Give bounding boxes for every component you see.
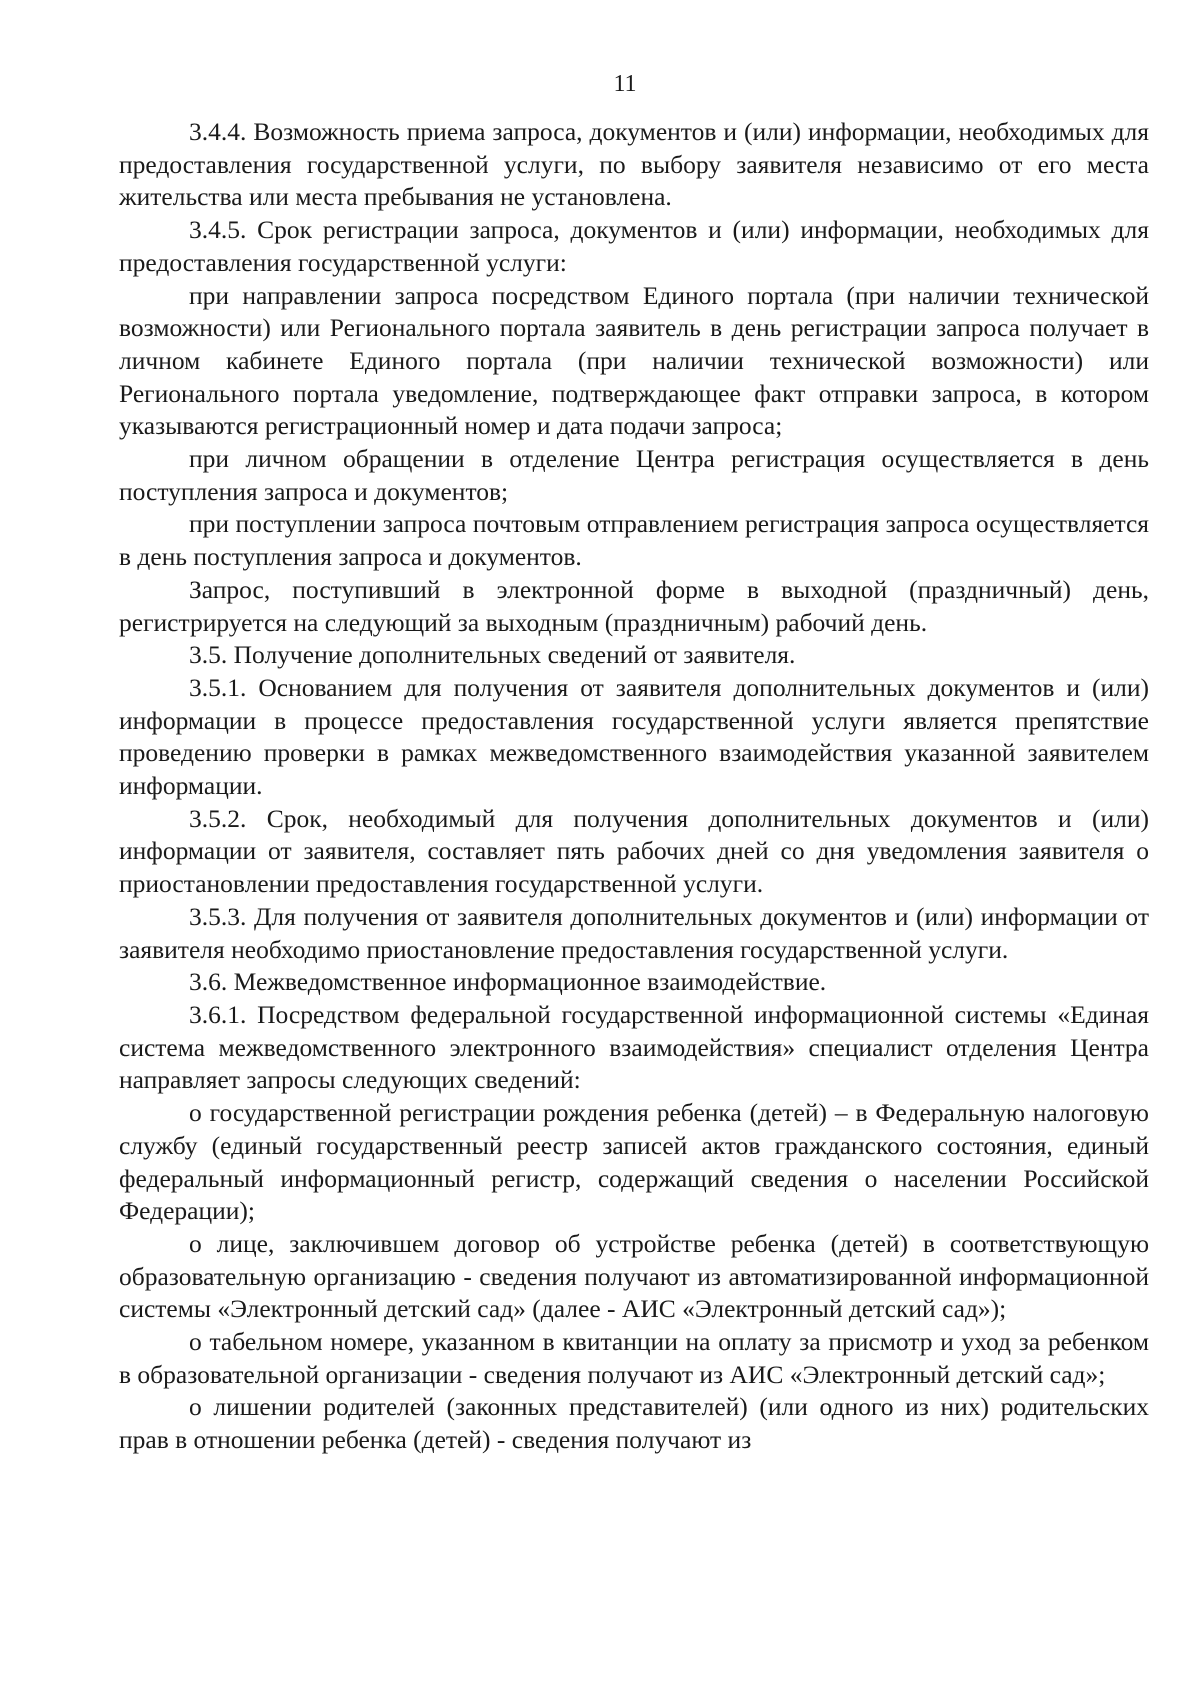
paragraph-contract-person: о лице, заключившем договор об устройстве ребенка (детей) в соответствующую образовательную организацию - сведения получают из автоматизированной информационной системы «Электронный детский сад» (далее - АИС «Электронный детский сад»); — [119, 1228, 1149, 1324]
paragraph-3-5-3: 3.5.3. Для получения от заявителя дополнительных документов и (или) информации от заявителя необходимо приостановление предоставления государственной услуги. — [119, 901, 1149, 964]
paragraph-portal-registration: при направлении запроса посредством Единого портала (при наличии технической возможности) или Регионального портала заявитель в день регистрации запроса получает в личном кабинете Единого портала (при наличии технической возможности) или Регионального портала уведомление, подтверждающее факт отправки запроса, в котором указываются регистрационный номер и дата подачи запроса; — [119, 280, 1149, 441]
paragraph-3-5-2: 3.5.2. Срок, необходимый для получения дополнительных документов и (или) информации от заявителя, составляет пять рабочих дней со дня уведомления заявителя о приостановлении предоставления государственной услуги. — [119, 803, 1149, 899]
paragraph-3-5-1: 3.5.1. Основанием для получения от заявителя дополнительных документов и (или) информации в процессе предоставления государственной услуги является препятствие проведению проверки в рамках межведомственного взаимодействия указанной заявителем информации. — [119, 672, 1149, 801]
paragraph-holiday-registration: Запрос, поступивший в электронной форме в выходной (праздничный) день, регистрируется на следующий за выходным (праздничным) рабочий день. — [119, 574, 1149, 637]
paragraph-parental-rights: о лишении родителей (законных представителей) (или одного из них) родительских прав в отношении ребенка (детей) - сведения получают из — [119, 1392, 1149, 1455]
paragraph-postal-submission: при поступлении запроса почтовым отправлением регистрация запроса осуществляется в день поступления запроса и документов. — [119, 509, 1149, 572]
document-body — [119, 116, 1149, 1457]
paragraph-3-4-5: 3.4.5. Срок регистрации запроса, документов и (или) информации, необходимых для предоставления государственной услуги: — [119, 215, 1149, 277]
page-number: 11 — [613, 71, 637, 97]
paragraph-3-6: 3.6. Межведомственное информационное взаимодействие. — [189, 967, 827, 997]
paragraph-birth-registration: о государственной регистрации рождения ребенка (детей) – в Федеральную налоговую службу (единый государственный реестр записей актов гражданского состояния, единый федеральный информационный регистр, содержащий сведения о населении Российской Федерации); — [119, 1098, 1149, 1226]
paragraph-personnel-number: о табельном номере, указанном в квитанции на оплату за присмотр и уход за ребенком в образовательной организации - сведения получают из АИС «Электронный детский сад»; — [119, 1327, 1149, 1389]
paragraph-3-4-4: 3.4.4. Возможность приема запроса, документов и (или) информации, необходимых для предоставления государственной услуги, по выбору заявителя независимо от его места жительства или места пребывания не установлена. — [119, 117, 1149, 212]
paragraph-personal-visit: при личном обращении в отделение Центра регистрация осуществляется в день поступления запроса и документов; — [119, 444, 1149, 506]
paragraph-3-6-1: 3.6.1. Посредством федеральной государственной информационной системы «Единая система межведомственного электронного взаимодействия» специалист отделения Центра направляет запросы следующих сведений: — [119, 999, 1149, 1095]
paragraph-3-5: 3.5. Получение дополнительных сведений от заявителя. — [189, 640, 796, 670]
